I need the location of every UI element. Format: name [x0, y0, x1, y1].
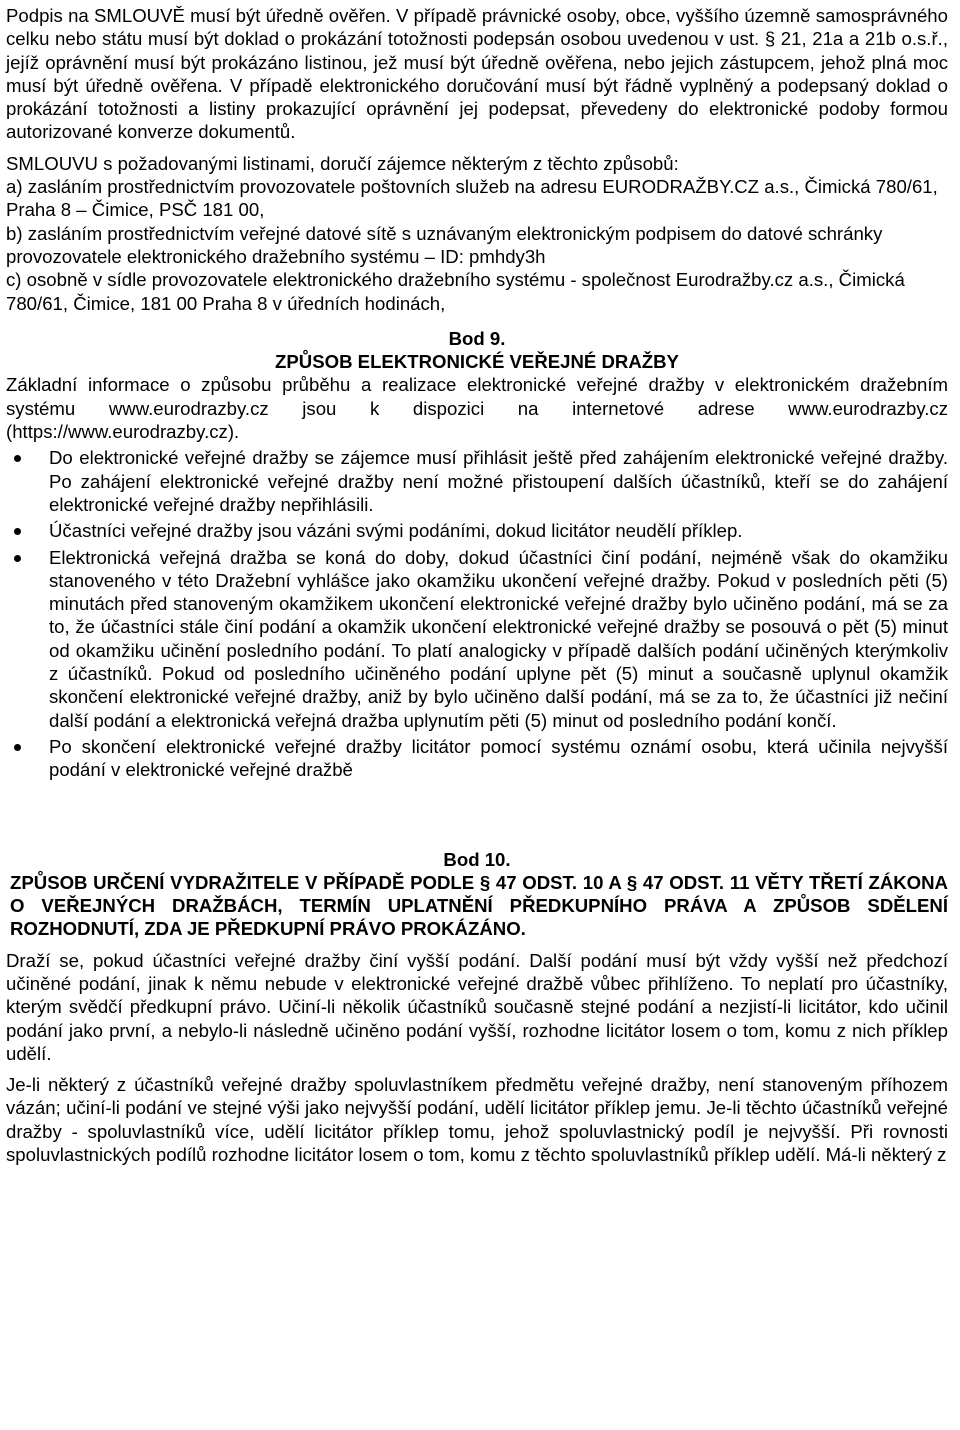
delivery-option-c: c) osobně v sídle provozovatele elektronického dražebního systému - společnost Eurodražby.cz a.s., Čimická 780/61, Čimice, 181 00 Praha 8 v úředních hodinách,: [6, 269, 905, 314]
list-item: [6, 519, 948, 542]
list-item-text: Do elektronické veřejné dražby se zájemce musí přihlásit ještě před zahájením elektronické veřejné dražby. Po zahájení elektronické veřejné dražby není možné přistoupení dalších účastníků, kteří se do zahájení elektronické veřejné dražby nepřihlásili.: [49, 447, 948, 515]
list-item: [6, 446, 948, 516]
delivery-option-b: b) zasláním prostřednictvím veřejné datové sítě s uznávaným elektronickým podpisem do datové schránky provozovatele elektronického dražebního systému – ID: pmhdy3h: [6, 222, 883, 267]
bod10-number: Bod 10.: [443, 848, 511, 870]
list-item-text: Po skončení elektronické veřejné dražby licitátor pomocí systému oznámí osobu, která učinila nejvyšší podání v elektronické veřejné dražbě: [49, 735, 948, 781]
list-item-text: Účastníci veřejné dražby jsou vázáni svými podáními, dokud licitátor neudělí příklep.: [49, 520, 743, 542]
bod10-title: ZPŮSOB URČENÍ VYDRAŽITELE V PŘÍPADĚ PODLE § 47 ODST. 10 A § 47 ODST. 11 VĚTY TŘETÍ ZÁKONA O VEŘEJNÝCH DRAŽBÁCH, TERMÍN UPLATNĚNÍ PŘEDKUPNÍHO PRÁVA A ZPŮSOB SDĚLENÍ ROZHODNUTÍ, ZDA JE PŘEDKUPNÍ PRÁVO PROKÁZÁNO.: [10, 871, 948, 940]
list-item: [6, 546, 948, 732]
delivery-lead: SMLOUVU s požadovanými listinami, doručí zájemce některým z těchto způsobů:: [6, 152, 679, 174]
delivery-option-a: a) zasláním prostřednictvím provozovatele poštovních služeb na adresu EURODRAŽBY.CZ a.s., Čimická 780/61, Praha 8 – Čimice, PSČ 181 00,: [6, 176, 938, 221]
bullet-icon: [14, 455, 21, 462]
bullet-icon: [14, 744, 21, 751]
bod9-number: Bod 9.: [448, 327, 506, 349]
bod9-title: ZPŮSOB ELEKTRONICKÉ VEŘEJNÉ DRAŽBY: [275, 351, 679, 373]
bod10-paragraph-coowner: Je-li některý z účastníků veřejné dražby spoluvlastníkem předmětu veřejné dražby, není stanoveným příhozem vázán; učiní-li podání ve stejné výši jako nejvyšší podání, udělí licitátor příklep jemu. Je-li těchto účastníků veřejné dražby - spoluvlastníků více, udělí licitátor příklep tomu, jehož spoluvlastnický podíl je nejvyšší. Při rovnosti spoluvlastnických podílů rozhodne licitátor losem o tom, komu z těchto spoluvlastníků příklep udělí. Má-li některý z: [6, 1074, 948, 1166]
bod10-paragraph-bidding: Draží se, pokud účastníci veřejné dražby činí vyšší podání. Další podání musí být vždy vyšší než předchozí učiněné podání, jinak k němu nebude v elektronické veřejné dražbě vůbec přihlíženo. To neplatí pro účastníky, kterým svědčí předkupní právo. Učiní-li několik účastníků současně stejné podání a nezjistí-li licitátor, kdo učinil podání jako první, a nebylo-li následně učiněno podání vyšší, rozhodne licitátor losem o tom, komu z nich příklep udělí.: [6, 949, 948, 1064]
bullet-icon: [14, 528, 21, 535]
list-item: [6, 735, 948, 782]
bod9-bullet-list: [6, 446, 948, 781]
intro-paragraph-signature: Podpis na SMLOUVĚ musí být úředně ověřen. V případě právnické osoby, obce, vyššího územně samosprávného celku nebo státu musí být doklad o prokázání totožnosti podepsán osobou uvedenou v ust. § 21, 21a a 21b o.s.ř., jejíž oprávnění musí být prokázáno listinou, jež musí být úředně ověřena, nebo jejich zástupcem, jehož plná moc musí být úředně ověřena. V případě elektronického doručování musí být řádně vyplněný a podepsaný doklad o prokázání totožnosti a listiny prokazující oprávnění jej podepsat, převedeny do elektronické podoby formou autorizované konverze dokumentů.: [6, 5, 948, 143]
list-item-text: Elektronická veřejná dražba se koná do doby, dokud účastníci činí podání, nejméně však do okamžiku stanoveného v této Dražební vyhlášce jako okamžiku ukončení veřejné dražby. Pokud v posledních pěti (5) minutách před stanoveným okamžikem ukončení elektronické veřejné dražby bylo učiněno podání, má se za to, že účastníci stále činí podání a okamžik ukončení elektronické veřejné dražby se posouvá o pět (5) minut od okamžiku učinění posledního podání. To platí analogicky v případě dalších podání učiněných kterýmkoliv z účastníků. Pokud od posledního učiněného podání uplyne pět (5) minut a současně uplynul okamžik skončení elektronické veřejné dražby, aniž by bylo učiněno další podání, má se za to, že účastníci již nečiní další podání a elektronická veřejná dražba uplynutím pěti (5) minut od posledního podání končí.: [49, 546, 948, 731]
bullet-icon: [14, 555, 21, 562]
bod9-intro: Základní informace o způsobu průběhu a realizace elektronické veřejné dražby v elektronickém dražebním systému www.eurodrazby.cz jsou k dispozici na internetové adrese www.eurodrazby.cz (https://www.eurodrazby.cz).: [6, 374, 948, 443]
